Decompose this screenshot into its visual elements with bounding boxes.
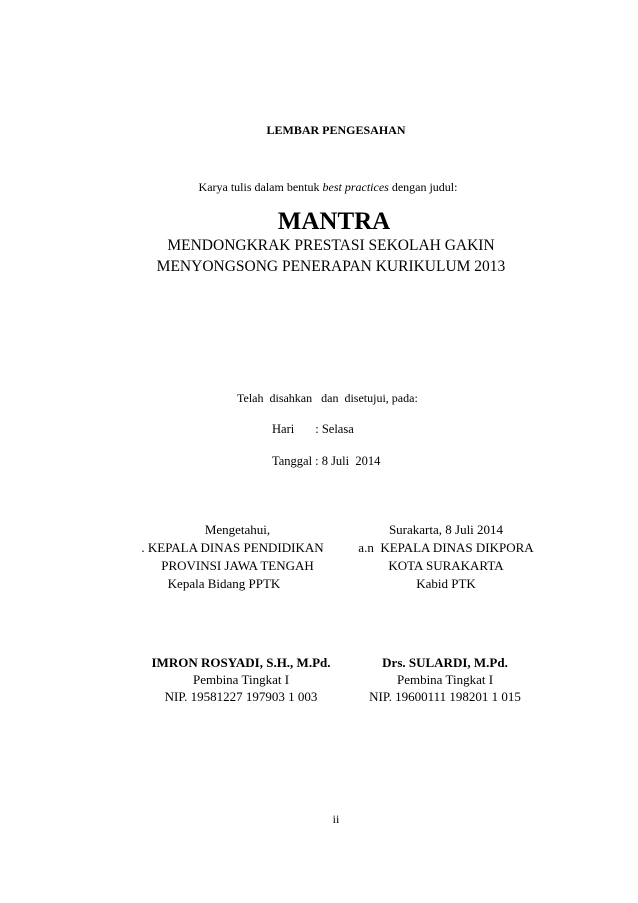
- page-number: ii: [332, 812, 340, 826]
- right-sig-line-4: Kabid PTK: [416, 576, 476, 591]
- intro-text-italic: best practices: [322, 180, 389, 194]
- approval-day-row: [272, 423, 354, 436]
- left-sig-line-3: PROVINSI JAWA TENGAH: [161, 558, 314, 573]
- day-value: : Selasa: [315, 422, 354, 436]
- right-signatory-rank: Pembina Tingkat I: [396, 672, 494, 687]
- intro-text-after: dengan judul:: [388, 180, 458, 194]
- subtitle-line-1: MENDONGKRAK PRESTASI SEKOLAH GAKIN: [167, 237, 495, 254]
- left-sig-line-2: . KEPALA DINAS PENDIDIKAN: [141, 540, 324, 555]
- left-signatory-nip: NIP. 19581227 197903 1 003: [164, 689, 318, 704]
- right-signatory-nip: NIP. 19600111 198201 1 015: [369, 689, 521, 704]
- intro-text-before: Karya tulis dalam bentuk: [198, 180, 323, 194]
- intro-line: [199, 181, 458, 193]
- subtitle-line-2: MENYONGSONG PENERAPAN KURIKULUM 2013: [156, 258, 506, 275]
- left-signatory-name: IMRON ROSYADI, S.H., M.Pd.: [151, 655, 331, 670]
- right-signatory-name: Drs. SULARDI, M.Pd.: [382, 655, 508, 670]
- approval-date-row: [272, 455, 380, 468]
- document-title: MANTRA: [277, 208, 391, 235]
- approval-intro: Telah disahkan dan disetujui, pada:: [237, 391, 418, 405]
- right-sig-line-2: a.n KEPALA DINAS DIKPORA: [358, 540, 534, 555]
- day-label: Hari: [272, 422, 295, 436]
- left-signatory-rank: Pembina Tingkat I: [192, 672, 290, 687]
- date-value: : 8 Juli 2014: [315, 454, 381, 468]
- page-heading: LEMBAR PENGESAHAN: [266, 123, 406, 137]
- left-sig-line-4: Kepala Bidang PPTK: [167, 576, 281, 591]
- left-sig-line-1: Mengetahui,: [204, 522, 271, 537]
- right-sig-line-1: Surakarta, 8 Juli 2014: [388, 522, 504, 537]
- date-label: Tanggal: [272, 454, 313, 468]
- right-sig-line-3: KOTA SURAKARTA: [388, 558, 504, 573]
